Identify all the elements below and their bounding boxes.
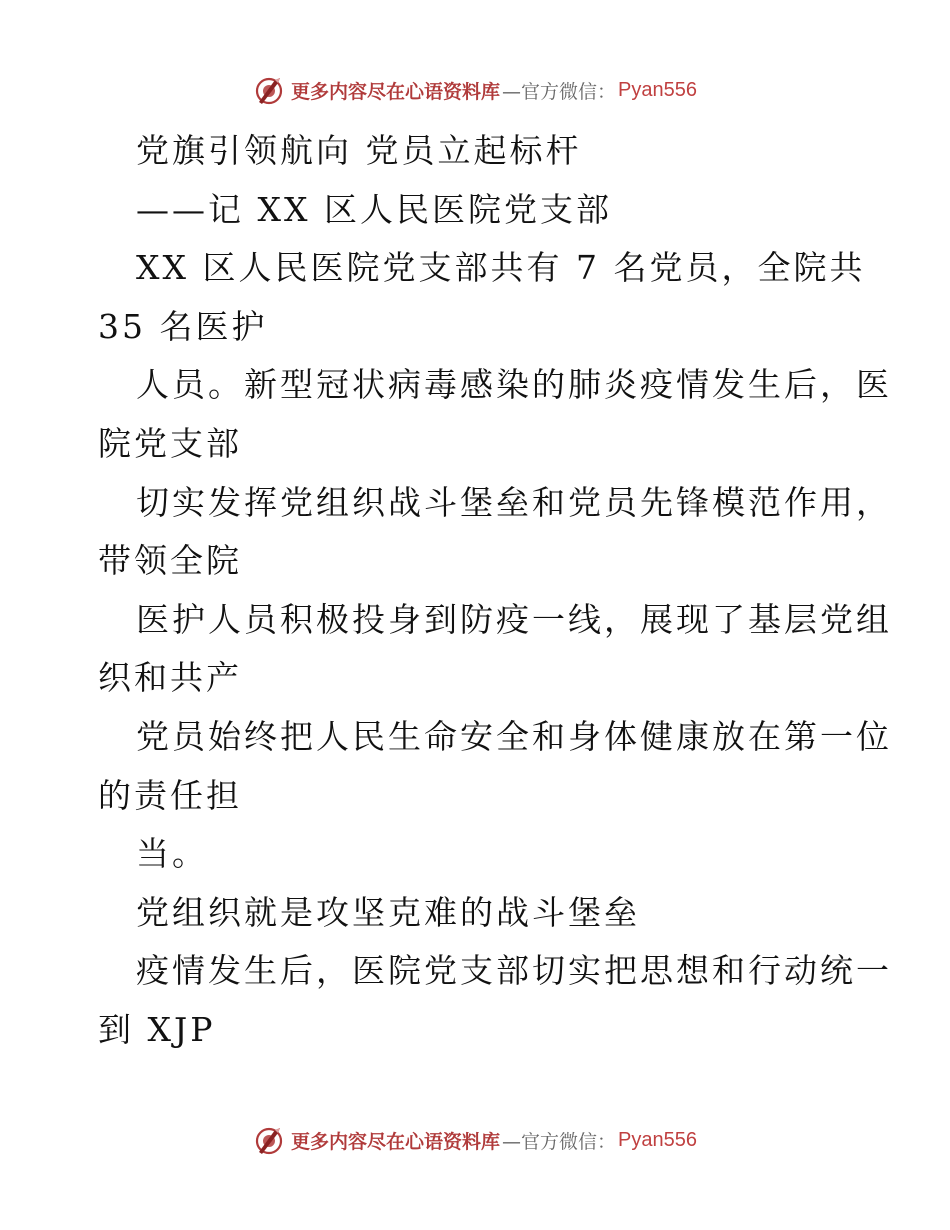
text-line: 疫情发生后，医院党支部切实把思想和行动统一 <box>136 951 892 991</box>
watermark-label: —官方微信： <box>502 80 617 103</box>
text-line: 党旗引领航向 党员立起标杆 <box>136 131 582 170</box>
header-watermark <box>0 70 950 110</box>
document-body <box>98 122 898 1060</box>
text-line: 切实发挥党组织战斗堡垒和党员先锋模范作用， <box>136 482 892 522</box>
text-line: 医护人员积极投身到防疫一线，展现了基层党组 <box>136 599 892 639</box>
text-line: 35 名医护 <box>98 306 268 346</box>
quill-pen-logo-icon <box>253 74 285 106</box>
watermark-account: Pyan556 <box>618 78 697 101</box>
quill-pen-logo-icon <box>253 1124 285 1156</box>
text-line: 当。 <box>136 834 208 874</box>
text-line: 到 XJP <box>98 1009 216 1049</box>
text-line: 织和共产 <box>98 658 242 698</box>
text-line: ——记 XX 区人民医院党支部 <box>136 189 612 229</box>
text-line: 院党支部 <box>98 423 242 463</box>
watermark-account: Pyan556 <box>618 1128 697 1151</box>
watermark-label: —官方微信： <box>502 1130 617 1153</box>
text-line: 的责任担 <box>98 775 242 815</box>
text-line: 人员。新型冠状病毒感染的肺炎疫情发生后，医 <box>136 365 892 405</box>
text-line: 党组织就是攻坚克难的战斗堡垒 <box>136 892 640 932</box>
text-line: 带领全院 <box>98 541 242 581</box>
footer-watermark <box>0 1120 950 1160</box>
watermark-brand: 更多内容尽在心语资料库 <box>291 1130 501 1153</box>
watermark-brand: 更多内容尽在心语资料库 <box>291 80 501 103</box>
text-line: XX 区人民医院党支部共有 7 名党员，全院共 <box>136 248 866 288</box>
text-line: 党员始终把人民生命安全和身体健康放在第一位 <box>136 716 892 756</box>
